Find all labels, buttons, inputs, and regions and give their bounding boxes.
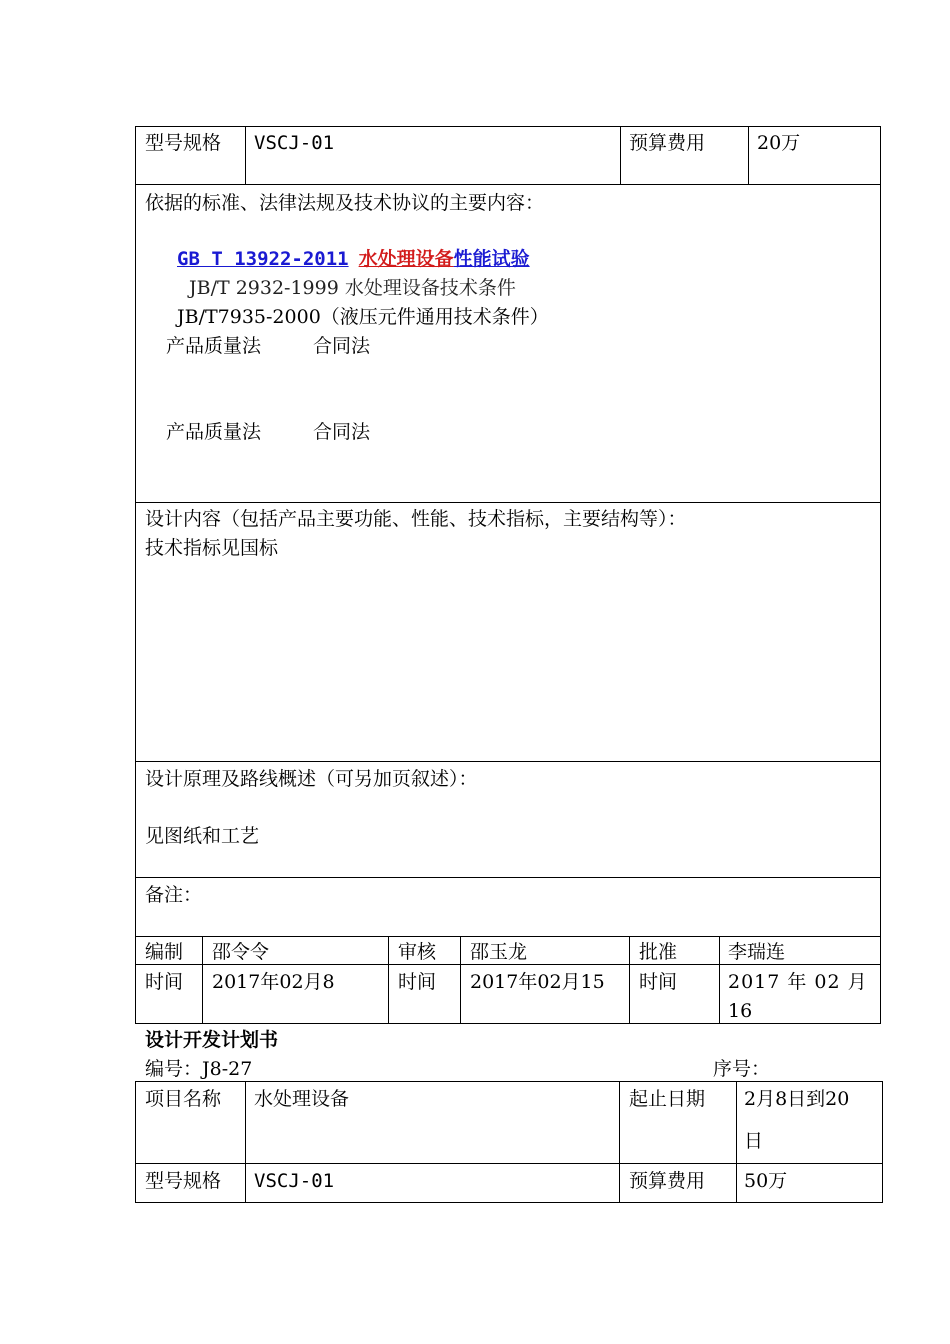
approve-label: 批准	[639, 941, 678, 963]
lower-model-spec-value: VSCJ-01	[254, 1170, 335, 1192]
gb-title-blue: 性能试验	[453, 248, 530, 270]
law-contract-1: 合同法	[313, 335, 371, 357]
date-range-value-line1: 2月8日到20	[744, 1088, 850, 1110]
time-value-2: 2017年02月15	[470, 971, 605, 993]
budget-label: 预算费用	[629, 132, 706, 154]
law-contract-2: 合同法	[313, 421, 371, 443]
gb-standard-link[interactable]	[177, 247, 530, 271]
lower-model-spec-label: 型号规格	[145, 1170, 222, 1192]
plan-title: 设计开发计划书	[145, 1029, 279, 1051]
date-range-value-line2: 日	[744, 1130, 764, 1152]
design-principle-heading: 设计原理及路线概述（可另加页叙述）：	[145, 768, 478, 790]
law-product-quality-1: 产品质量法	[166, 335, 262, 357]
project-name-label: 项目名称	[145, 1088, 222, 1110]
gb-code: GB T 13922-2011	[177, 248, 349, 270]
standards-heading: 依据的标准、法律法规及技术协议的主要内容：	[145, 192, 545, 214]
time-label-2: 时间	[398, 971, 437, 993]
lower-budget-label: 预算费用	[629, 1170, 706, 1192]
time-label-1: 时间	[145, 971, 184, 993]
time-value-3-line1: 2017 年 02 月	[728, 971, 868, 993]
time-value-1: 2017年02月8	[212, 971, 335, 993]
budget-value: 20万	[757, 132, 801, 154]
plan-serial: 序号：	[713, 1058, 771, 1080]
compiler-name: 邵令令	[212, 941, 270, 963]
design-content-heading: 设计内容（包括产品主要功能、性能、技术指标，主要结构等）：	[145, 508, 687, 530]
date-range-label: 起止日期	[629, 1088, 706, 1110]
model-spec-value: VSCJ-01	[254, 132, 335, 154]
jb-standard-1: JB/T 2932-1999 水处理设备技术条件	[189, 277, 516, 299]
remarks-label: 备注：	[145, 884, 203, 906]
lower-budget-value: 50万	[744, 1170, 788, 1192]
approver-name: 李瑞连	[728, 941, 786, 963]
design-principle-body: 见图纸和工艺	[145, 825, 260, 847]
jb-standard-2: JB/T7935-2000（液压元件通用技术条件）	[177, 306, 549, 328]
gb-title-red: 水处理设备	[358, 248, 454, 270]
reviewer-name: 邵玉龙	[470, 941, 528, 963]
design-content-body: 技术指标见国标	[145, 537, 279, 559]
law-product-quality-2: 产品质量法	[166, 421, 262, 443]
plan-number: 编号：J8-27	[145, 1058, 253, 1080]
model-spec-label: 型号规格	[145, 132, 222, 154]
project-name-value: 水处理设备	[254, 1088, 350, 1110]
time-label-3: 时间	[639, 971, 678, 993]
compile-label: 编制	[145, 941, 184, 963]
review-label: 审核	[398, 941, 437, 963]
time-value-3-line2: 16	[728, 1000, 753, 1022]
